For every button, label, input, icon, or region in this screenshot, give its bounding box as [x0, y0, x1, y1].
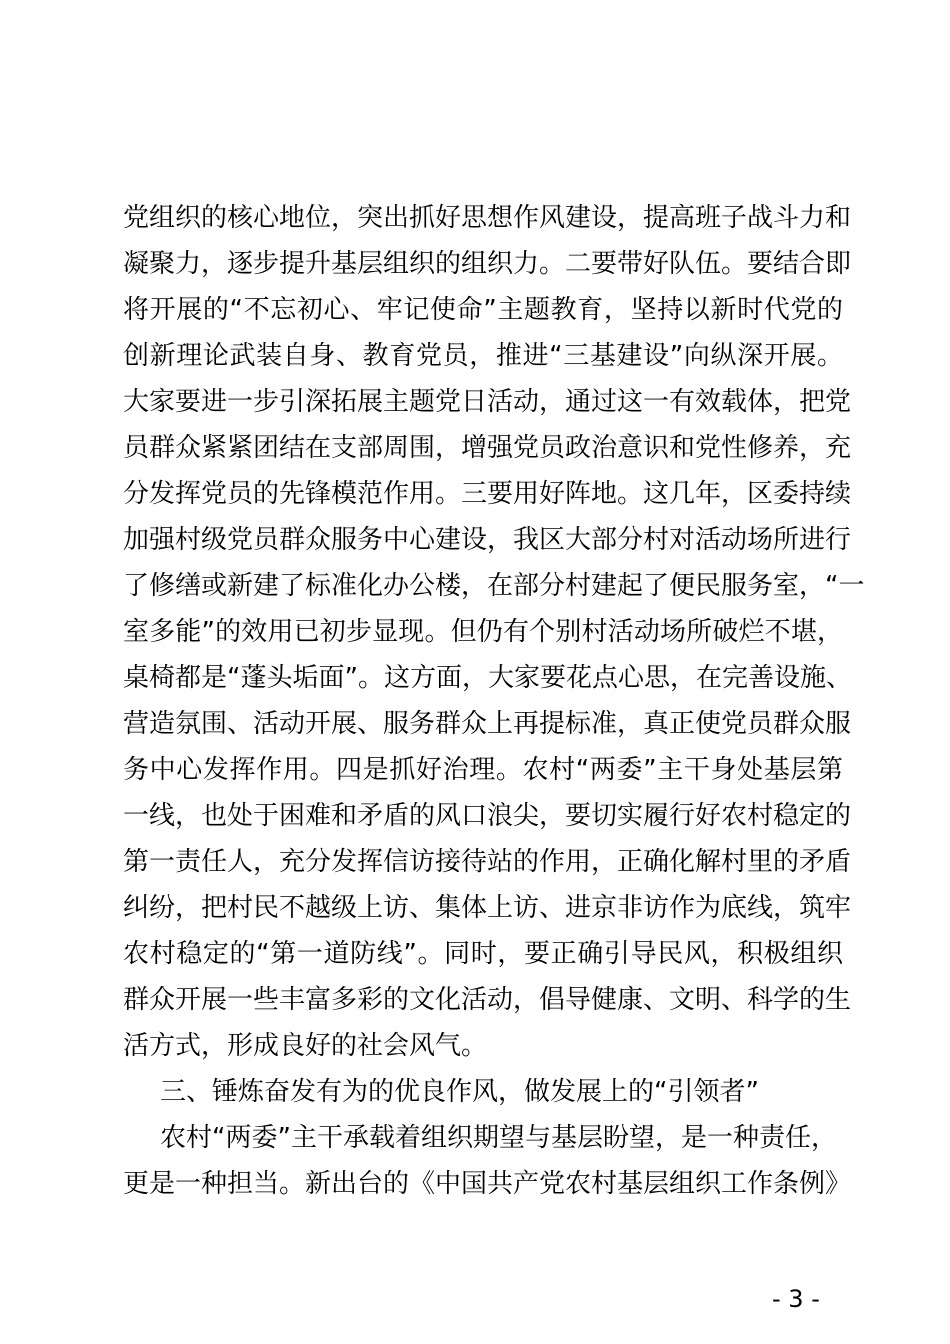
text-line: 了修缮或新建了标准化办公楼，在部分村建起了便民服务室，“一	[123, 571, 865, 601]
body-text	[123, 195, 865, 1207]
text-line: 农村稳定的“第一道防线”。同时，要正确引导民风，积极组织	[123, 939, 843, 969]
text-line: 务中心发挥作用。四是抓好治理。农村“两委”主干身处基层第	[123, 755, 843, 785]
text-line: 分发挥党员的先锋模范作用。三要用好阵地。这几年，区委持续	[123, 479, 852, 509]
text-line: 第一责任人，充分发挥信访接待站的作用，正确化解村里的矛盾	[123, 847, 852, 877]
text-line: 室多能”的效用已初步显现。但仍有个别村活动场所破烂不堪，	[123, 617, 843, 647]
text-line: 活方式，形成良好的社会风气。	[123, 1031, 488, 1061]
text-line: 农村“两委”主干承载着组织期望与基层盼望，是一种责任，	[160, 1123, 837, 1153]
text-line: 加强村级党员群众服务中心建设，我区大部分村对活动场所进行	[123, 525, 852, 555]
text-line: 党组织的核心地位，突出抓好思想作风建设，提高班子战斗力和	[123, 203, 852, 233]
text-line: 创新理论武装自身、教育党员，推进“三基建设”向纵深开展。	[123, 341, 843, 371]
text-line: 营造氛围、活动开展、服务群众上再提标准，真正使党员群众服	[123, 709, 852, 739]
section-heading: 三、锤炼奋发有为的优良作风，做发展上的“引领者”	[160, 1077, 759, 1107]
text-line: 纠纷，把村民不越级上访、集体上访、进京非访作为底线，筑牢	[123, 893, 852, 923]
text-line: 群众开展一些丰富多彩的文化活动，倡导健康、文明、科学的生	[123, 985, 852, 1015]
page-number: - 3 -	[772, 1285, 820, 1313]
text-line: 将开展的“不忘初心、牢记使命”主题教育，坚持以新时代党的	[123, 295, 843, 325]
text-line: 大家要进一步引深拓展主题党日活动，通过这一有效载体，把党	[123, 387, 852, 417]
text-line: 凝聚力，逐步提升基层组织的组织力。二要带好队伍。要结合即	[123, 249, 852, 279]
text-line: 更是一种担当。新出台的《中国共产党农村基层组织工作条例》	[123, 1169, 852, 1199]
text-line: 员群众紧紧团结在支部周围，增强党员政治意识和党性修养，充	[123, 433, 852, 463]
text-line: 一线，也处于困难和矛盾的风口浪尖，要切实履行好农村稳定的	[123, 801, 852, 831]
text-line: 桌椅都是“蓬头垢面”。这方面，大家要花点心思，在完善设施、	[123, 663, 852, 693]
